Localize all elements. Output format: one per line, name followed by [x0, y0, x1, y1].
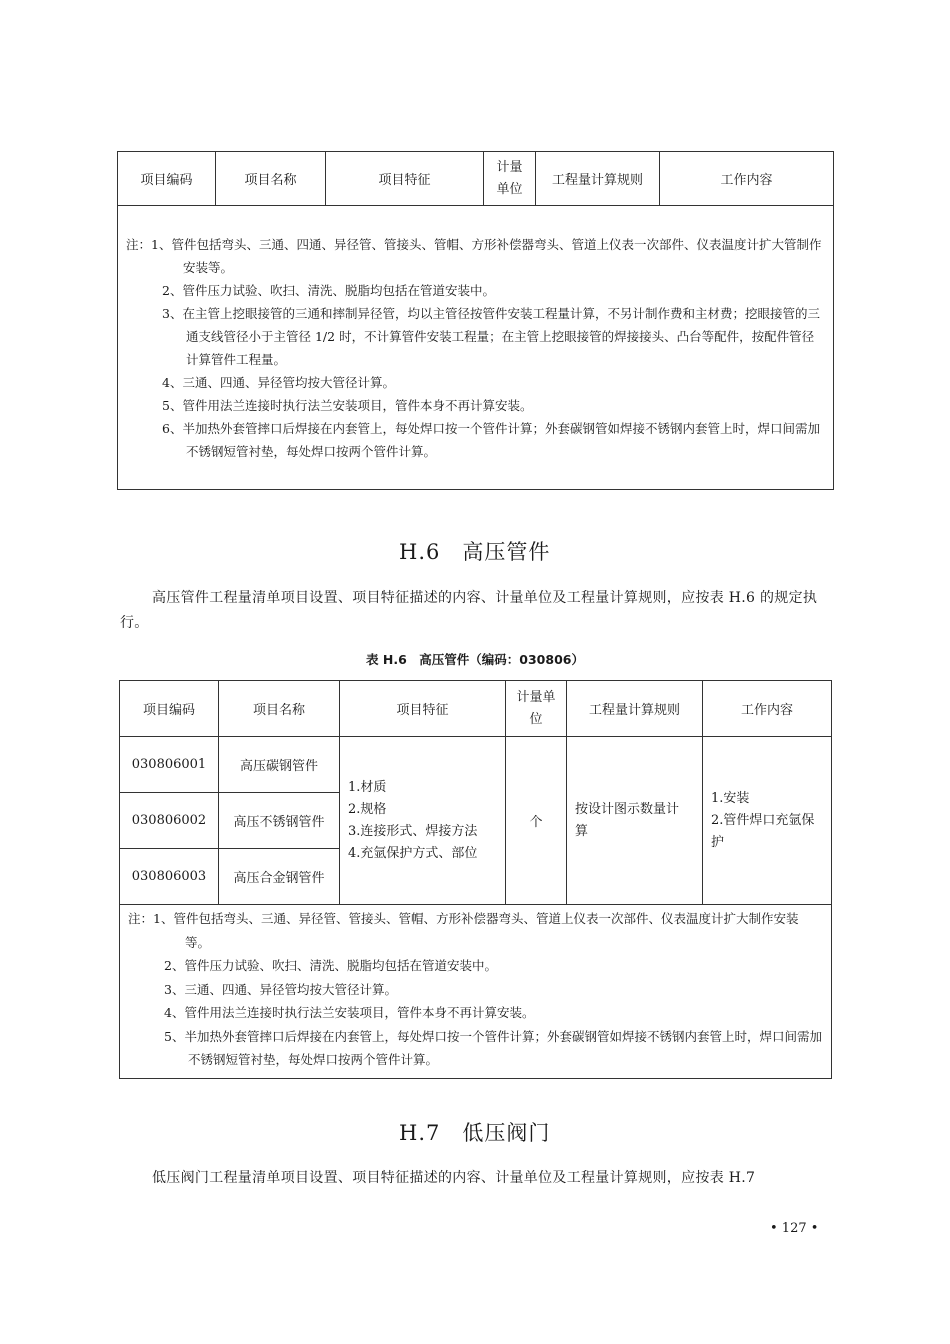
- feature-item: 3.连接形式、焊接方法: [348, 823, 478, 839]
- header-rule: 工程量计算规则: [536, 152, 660, 206]
- section-title-h7: H.7 低压阀门: [399, 1121, 551, 1145]
- work-item: 护: [711, 834, 725, 850]
- header-name: 项目名称: [216, 152, 326, 206]
- header-work: 工作内容: [660, 152, 834, 206]
- row-name: 高压不锈钢管件: [219, 793, 340, 849]
- note-4: 4、管件用法兰连接时执行法兰安装项目，管件本身不再计算安装。: [164, 1005, 535, 1020]
- work-cell: [703, 737, 832, 905]
- feature-item: 2.规格: [348, 801, 387, 817]
- header-unit-line1: 计量单: [516, 689, 556, 705]
- header-name: 项目名称: [219, 681, 340, 737]
- rule-cell: [567, 737, 703, 905]
- notes-cell: [120, 905, 832, 1079]
- work-item: 2.管件焊口充氩保: [711, 812, 815, 828]
- table-h6: [119, 680, 832, 1079]
- feature-item: 4.充氩保护方式、部位: [348, 845, 478, 861]
- row-name: 高压碳钢管件: [219, 737, 340, 793]
- header-unit-line2: 单位: [496, 181, 523, 197]
- header-code: 项目编码: [118, 152, 216, 206]
- feature-cell: [340, 737, 506, 905]
- row-code: 030806002: [120, 793, 219, 849]
- header-unit: [506, 681, 567, 737]
- section-paragraph-h7: 低压阀门工程量清单项目设置、项目特征描述的内容、计量单位及工程量计算规则，应按表 H.7: [152, 1170, 756, 1186]
- header-rule: 工程量计算规则: [567, 681, 703, 737]
- header-unit-line1: 计量: [496, 159, 523, 175]
- unit-cell: 个: [506, 737, 567, 905]
- note-1: 注：1、管件包括弯头、三通、异径管、管接头、管帽、方形补偿器弯头、管道上仪表一次部件、仪表温度计扩大制作安装等。: [128, 911, 799, 950]
- feature-item: 1.材质: [348, 779, 387, 795]
- row-name: 高压合金钢管件: [219, 849, 340, 905]
- header-unit-line2: 位: [529, 711, 543, 727]
- note-1: 注：1、管件包括弯头、三通、四通、异径管、管接头、管帽、方形补偿器弯头、管道上仪表一次部件、仪表温度计扩大管制作安装等。: [126, 237, 822, 275]
- note-2: 2、管件压力试验、吹扫、清洗、脱脂均包括在管道安装中。: [162, 283, 495, 298]
- header-code: 项目编码: [120, 681, 219, 737]
- row-code: 030806003: [120, 849, 219, 905]
- note-5: 5、管件用法兰连接时执行法兰安装项目，管件本身不再计算安装。: [162, 398, 533, 413]
- page-number: • 127 •: [770, 1221, 819, 1236]
- note-3: 3、三通、四通、异径管均按大管径计算。: [164, 981, 397, 997]
- rule-line-2: 算: [575, 823, 589, 839]
- note-3: 3、在主管上挖眼接管的三通和摔制异径管，均以主管径按管件安装工程量计算，不另计制作费和主材费；挖眼接管的三通支线管径小于主管径 1/2 时，不计算管件安装工程量；在主管上挖眼接管的焊接接头、凸台等配件，按配件管径计算管件工程量。: [162, 306, 820, 367]
- note-4: 4、三通、四通、异径管均按大管径计算。: [162, 375, 395, 390]
- header-feature: 项目特征: [340, 681, 506, 737]
- note-6: 6、半加热外套管摔口后焊接在内套管上，每处焊口按一个管件计算；外套碳钢管如焊接不锈钢内套管上时，焊口间需加不锈钢短管衬垫，每处焊口按两个管件计算。: [162, 421, 820, 459]
- header-feature: 项目特征: [326, 152, 484, 206]
- rule-line-1: 按设计图示数量计: [575, 801, 680, 817]
- table-h5-continued: [117, 151, 834, 490]
- notes-cell: [118, 206, 834, 490]
- section-paragraph-h6: 高压管件工程量清单项目设置、项目特征描述的内容、计量单位及工程量计算规则，应按表 H.6 的规定执行。: [120, 590, 818, 631]
- table-caption-h6: 表 H.6 高压管件（编码：030806）: [366, 652, 584, 667]
- note-5: 5、半加热外套管摔口后焊接在内套管上，每处焊口按一个管件计算；外套碳钢管如焊接不锈钢内套管上时，焊口间需加不锈钢短管衬垫，每处焊口按两个管件计算。: [164, 1028, 822, 1067]
- work-item: 1.安装: [711, 790, 750, 806]
- note-2: 2、管件压力试验、吹扫、清洗、脱脂均包括在管道安装中。: [164, 958, 497, 973]
- header-unit: [484, 152, 536, 206]
- section-title-h6: H.6 高压管件: [399, 540, 551, 564]
- table-row: [120, 737, 832, 793]
- row-code: 030806001: [120, 737, 219, 793]
- header-work: 工作内容: [703, 681, 832, 737]
